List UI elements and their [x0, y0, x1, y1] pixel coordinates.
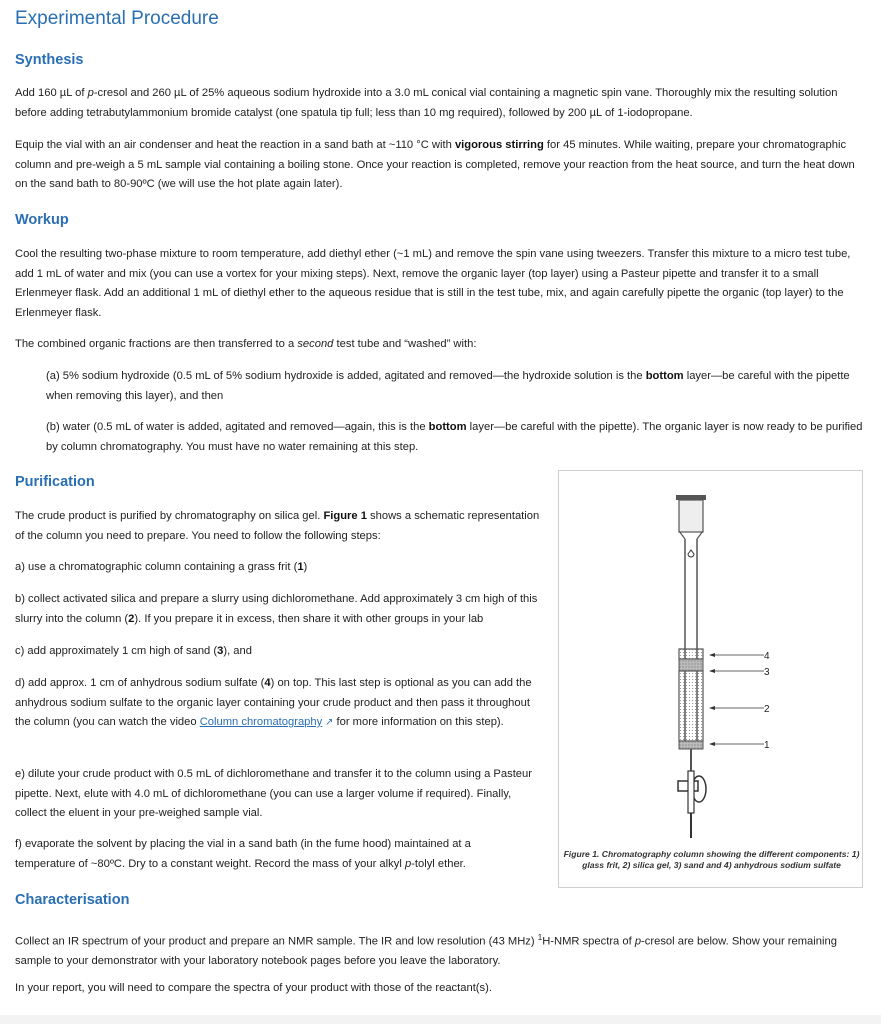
purification-step-d: d) add approx. 1 cm of anhydrous sodium sulfate (4) on top. This last step is optional as you can add the anhydrous sodium sulfate to the organic layer containing your crude product and then pass it throughout the column (you can watch the video Column chromatography ↗ for more information on this step). [15, 677, 532, 728]
column-chromatography-video-link[interactable]: Column chromatography [199, 716, 323, 728]
stopcock [678, 771, 706, 838]
label-3: 3 [764, 667, 770, 678]
characterisation-paragraph-2: In your report, you will need to compare the spectra of your product with those of the reactant(s). [15, 982, 492, 994]
purification-heading: Purification [15, 474, 95, 490]
synthesis-paragraph-1: Add 160 µL of p-cresol and 260 µL of 25% aqueous sodium hydroxide into a 3.0 mL conical vial containing a magnetic spin vane. Thoroughly mix the resulting solution before adding tetrabutylammonium bromide catalyst (one spatula tip full; less than 10 mg required), followed by 200 µL of 1-iodopropane. [15, 87, 838, 119]
purification-step-f: f) evaporate the solvent by placing the vial in a sand bath (in the fume hood) maintained at a temperature of ~80ºC. Dry to a constant weight. Record the mass of your alkyl p-tolyl ether. [15, 838, 471, 870]
chromatography-column-diagram [559, 471, 864, 841]
figure-1 [558, 470, 863, 888]
synthesis-heading: Synthesis [15, 52, 84, 68]
characterisation-heading: Characterisation [15, 892, 130, 908]
purification-step-e: e) dilute your crude product with 0.5 mL of dichloromethane and transfer it to the column using a Pasteur pipette. Next, elute with 4.0 mL of dichloromethane (you can use a larger volume if required). Finally, collect the eluent in your pre-weighed sample vial. [15, 768, 532, 819]
synthesis-paragraph-2: Equip the vial with an air condenser and heat the reaction in a sand bath at ~110 °C with vigorous stirring for 45 minutes. While waiting, prepare your chromatographic column and pre-weigh a 5 mL sample vial containing a boiling stone. Once your reaction is completed, remove your reaction from the heat source, and turn the heat down on the sand bath to 80-90ºC (we will use the hot plate again later). [15, 139, 855, 190]
column-top-joint [676, 495, 706, 539]
purification-intro: The crude product is purified by chromatography on silica gel. Figure 1 shows a schematic representation of the column you need to prepare. You need to follow the following steps: [15, 510, 540, 542]
external-link-icon: ↗ [322, 717, 334, 728]
purification-step-b: b) collect activated silica and prepare a slurry using dichloromethane. Add approximately 3 cm high of this slurry into the column (2). If you prepare it in excess, then share it with other groups in your lab [15, 593, 538, 625]
figure-caption: Figure 1. Chromatography column showing the different components: 1) glass frit, 2) silica gel, 3) sand and 4) anhydrous sodium sulfate [563, 849, 860, 870]
purification-step-a: a) use a chromatographic column containing a grass frit (1) [15, 561, 308, 573]
wash-step-b: (b) water (0.5 mL of water is added, agitated and removed—again, this is the bottom layer—be careful with the pipette). The organic layer is now ready to be purified by column chromatography. You must have no water remaining at this step. [46, 421, 863, 453]
wash-step-a: (a) 5% sodium hydroxide (0.5 mL of 5% sodium hydroxide is added, agitated and removed—the hydroxide solution is the bottom layer—be careful with the pipette when removing this layer), and then [46, 370, 850, 402]
purification-step-c: c) add approximately 1 cm high of sand (3), and [15, 645, 252, 657]
workup-heading: Workup [15, 212, 69, 228]
workup-paragraph-2: The combined organic fractions are then transferred to a second test tube and “washed” with: [15, 338, 477, 350]
workup-paragraph-1: Cool the resulting two-phase mixture to room temperature, add diethyl ether (~1 mL) and remove the spin vane using tweezers. Transfer this mixture to a micro test tube, add 1 mL of water and mix (you can use a vortex for your mixing steps). Next, remove the organic layer (top layer) using a Pasteur pipette and transfer it to a small Erlenmeyer flask. Add an additional 1 mL of diethyl ether to the aqueous residue that is still in the test tube, mix, and again carefully pipette the organic (top layer) to the Erlenmeyer flask. [15, 248, 851, 319]
label-2: 2 [764, 704, 770, 715]
characterisation-paragraph-1: Collect an IR spectrum of your product and prepare an NMR sample. The IR and low resolution (43 MHz) $^1$H-NMR spectra of p-cresol are below. Show your remaining sample to your demonstrator with your laboratory notebook pages before you leave the laboratory. [15, 933, 837, 968]
footer-divider [0, 1015, 881, 1024]
label-1: 1 [764, 740, 770, 751]
column-packing [679, 649, 703, 749]
label-4: 4 [764, 651, 770, 662]
component-labels [709, 651, 770, 751]
page-title: Experimental Procedure [15, 8, 219, 29]
